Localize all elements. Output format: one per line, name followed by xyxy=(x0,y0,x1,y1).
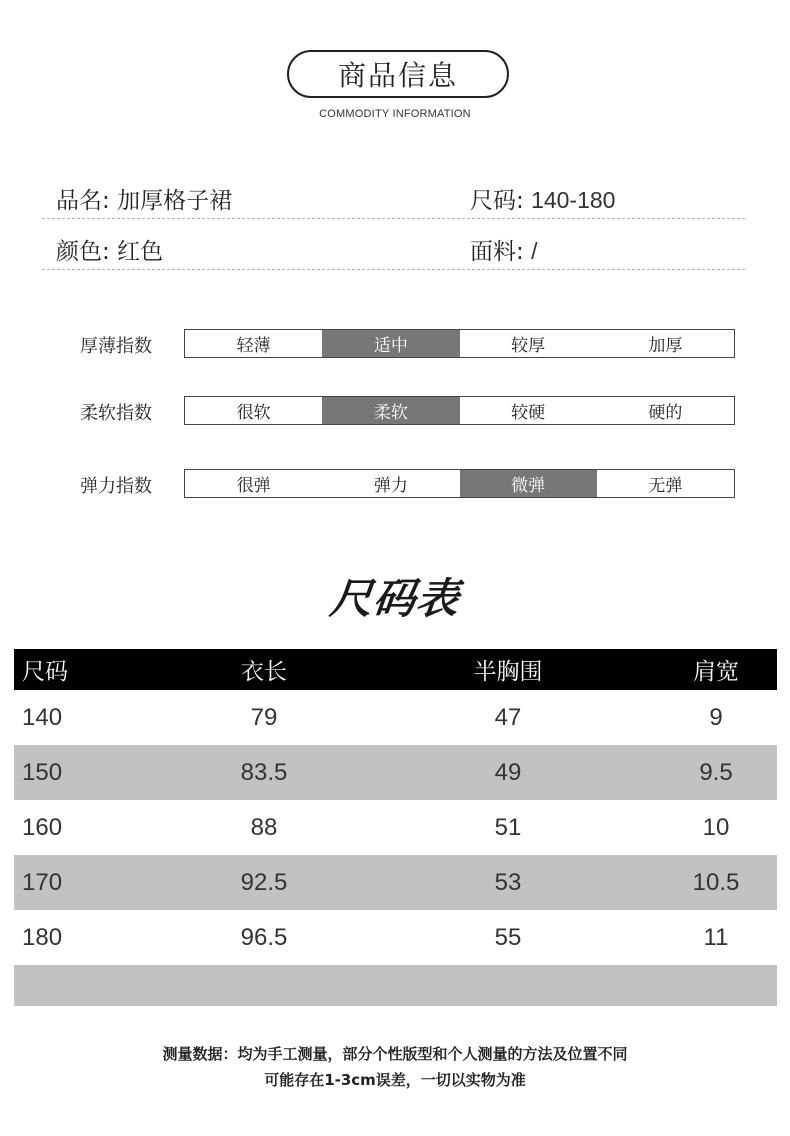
section-title: 商品信息 xyxy=(337,59,458,92)
thickness-scale-label: 厚薄指数 xyxy=(80,336,152,357)
thickness-scale xyxy=(80,329,740,359)
scale-option: 很软 xyxy=(236,403,271,423)
thickness-scale-options xyxy=(184,329,735,358)
info-size xyxy=(470,182,615,215)
cell-shoulder: 10 xyxy=(702,813,730,841)
softness-scale-options xyxy=(184,396,735,425)
cell-half-chest: 55 xyxy=(494,923,522,951)
info-fabric-label: 面料: xyxy=(470,239,524,265)
table-row xyxy=(14,800,777,855)
info-color-label: 颜色: xyxy=(56,239,110,265)
table-row xyxy=(14,690,777,745)
size-chart-title: 尺码表 xyxy=(327,574,462,623)
scale-option: 加厚 xyxy=(648,336,683,356)
scale-option: 无弹 xyxy=(648,476,683,496)
info-fabric xyxy=(470,233,537,266)
header-length: 衣长 xyxy=(241,659,287,685)
cell-size: 160 xyxy=(22,813,63,841)
elasticity-scale-label: 弹力指数 xyxy=(80,476,152,497)
scale-option: 适中 xyxy=(322,330,459,357)
scale-option: 硬的 xyxy=(648,403,683,423)
elasticity-scale xyxy=(80,469,740,499)
cell-size: 150 xyxy=(22,758,63,786)
info-row-name-size xyxy=(42,178,745,219)
cell-half-chest: 51 xyxy=(494,813,522,841)
scale-option: 柔软 xyxy=(322,397,459,424)
info-size-label: 尺码: xyxy=(470,188,524,214)
scale-option: 微弹 xyxy=(460,470,597,497)
softness-scale xyxy=(80,396,740,426)
table-row xyxy=(14,745,777,800)
header-shoulder: 肩宽 xyxy=(693,659,739,685)
cell-shoulder: 9 xyxy=(709,703,723,731)
scale-option: 较硬 xyxy=(511,403,546,423)
cell-size: 180 xyxy=(22,923,63,951)
table-empty-row xyxy=(14,965,777,1006)
header-half-chest: 半胸围 xyxy=(473,659,543,685)
size-table-header xyxy=(14,649,777,690)
measurement-note-line2: 可能存在1-3cm误差，一切以实物为准 xyxy=(264,1071,526,1089)
cell-half-chest: 47 xyxy=(494,703,522,731)
scale-option: 弹力 xyxy=(373,476,408,496)
scale-option: 轻薄 xyxy=(236,336,271,356)
info-name-label: 品名: xyxy=(56,188,110,214)
section-title-pill xyxy=(287,50,509,98)
cell-half-chest: 53 xyxy=(494,868,522,896)
cell-shoulder: 9.5 xyxy=(699,758,733,786)
cell-length: 79 xyxy=(250,703,278,731)
info-fabric-value: / xyxy=(531,238,538,264)
info-color xyxy=(56,233,163,266)
table-row xyxy=(14,910,777,965)
info-name-value: 加厚格子裙 xyxy=(117,188,233,214)
cell-length: 92.5 xyxy=(240,868,288,896)
cell-length: 88 xyxy=(250,813,278,841)
header-size: 尺码 xyxy=(22,659,68,685)
info-name xyxy=(56,182,232,215)
info-size-value: 140-180 xyxy=(531,187,616,213)
cell-size: 170 xyxy=(22,868,63,896)
elasticity-scale-options xyxy=(184,469,735,498)
size-table xyxy=(14,649,777,1006)
cell-length: 83.5 xyxy=(240,758,288,786)
cell-length: 96.5 xyxy=(240,923,288,951)
info-row-color-fabric xyxy=(42,229,745,270)
table-row xyxy=(14,855,777,910)
section-subtitle: COMMODITY INFORMATION xyxy=(319,108,471,120)
cell-shoulder: 10.5 xyxy=(692,868,740,896)
scale-option: 很弹 xyxy=(236,476,271,496)
cell-size: 140 xyxy=(22,703,63,731)
softness-scale-label: 柔软指数 xyxy=(80,403,152,424)
measurement-note-line1: 测量数据：均为手工测量，部分个性版型和个人测量的方法及位置不同 xyxy=(162,1045,628,1063)
info-color-value: 红色 xyxy=(117,239,164,265)
cell-half-chest: 49 xyxy=(494,758,522,786)
scale-option: 较厚 xyxy=(511,336,546,356)
cell-shoulder: 11 xyxy=(703,923,729,951)
